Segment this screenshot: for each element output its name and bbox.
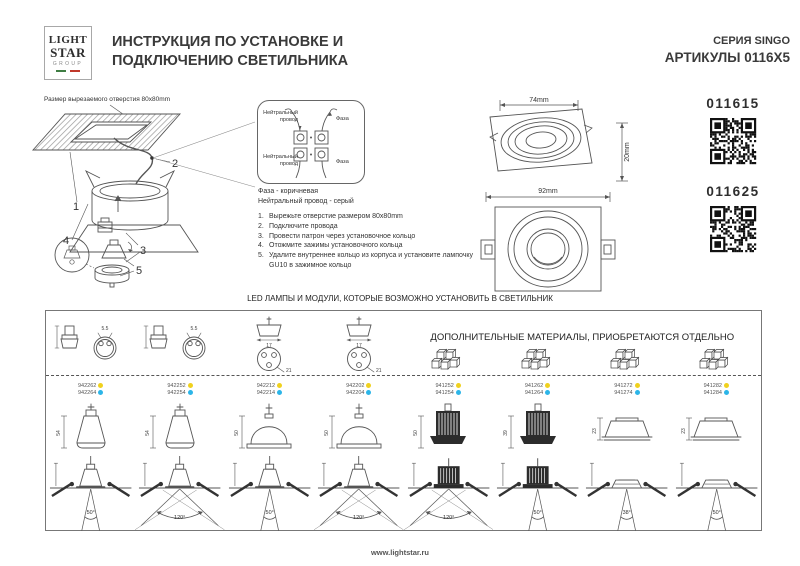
lamp-profile-view — [314, 401, 403, 457]
part-code: 941264 — [524, 389, 544, 396]
part-code-row — [78, 390, 103, 396]
part-code: 941272 — [614, 382, 633, 389]
step-number: 3. — [258, 232, 264, 240]
installed-section-drawing — [404, 456, 493, 532]
svg-text:50°: 50° — [265, 509, 274, 516]
cool-color-dot — [366, 390, 371, 395]
led-column-5 — [404, 311, 493, 530]
lamp-top-view — [404, 345, 493, 373]
step-text: Вырежьте отверстие размером 80x80mm — [269, 213, 403, 220]
lamp-top-view — [46, 315, 135, 373]
extra-materials-title: ДОПОЛНИТЕЛЬНЫЕ МАТЕРИАЛЫ, ПРИОБРЕТАЮТСЯ ОТДЕЛЬНО — [430, 332, 735, 343]
lightstar-logo — [44, 26, 92, 80]
series-label: СЕРИЯ SINGO — [713, 35, 790, 47]
warm-color-dot — [277, 383, 282, 388]
part-code-row — [704, 383, 729, 389]
led-column-1 — [46, 311, 135, 530]
cool-color-dot — [188, 390, 193, 395]
qr-code-image-2 — [708, 204, 758, 259]
part-codes — [135, 378, 224, 400]
marker-5: 5 — [136, 265, 143, 277]
part-code: 941274 — [614, 389, 633, 396]
installed-view — [225, 456, 314, 532]
part-code-row — [614, 390, 639, 396]
installed-section-drawing — [672, 456, 761, 532]
part-code: 942264 — [78, 389, 97, 396]
part-code-row — [167, 383, 192, 389]
installed-section-drawing — [46, 456, 135, 532]
lamp-profile-view — [46, 401, 135, 457]
part-code-row — [167, 390, 192, 396]
installed-view — [135, 456, 224, 532]
part-code-row — [614, 383, 639, 389]
part-code-row — [704, 390, 729, 396]
svg-text:54: 54 — [55, 430, 62, 436]
website-url: www.lightstar.ru — [370, 548, 430, 557]
part-codes — [314, 378, 403, 400]
installed-view — [314, 456, 403, 532]
logo-line3: GROUP — [52, 60, 84, 67]
svg-text:120°: 120° — [174, 514, 186, 521]
step-text: Провести патрон через установочное кольцо — [269, 232, 416, 240]
wiring-detail-box — [257, 100, 365, 184]
instruction-step — [258, 232, 478, 242]
installed-view — [404, 456, 493, 532]
installed-section-drawing — [135, 456, 224, 532]
led-compatibility-box — [45, 310, 762, 531]
pin-lamp-icon — [227, 315, 311, 373]
part-code: 941254 — [435, 389, 454, 396]
part-codes — [225, 378, 314, 400]
mr16-lamp-drawing — [49, 402, 133, 456]
led-module-pack-icon — [688, 345, 744, 373]
dashed-separator — [46, 375, 761, 376]
svg-text:54: 54 — [145, 430, 152, 436]
lamp-profile-view — [225, 401, 314, 457]
article-block-1 — [698, 96, 768, 171]
led-column-3 — [225, 311, 314, 530]
trim-ring-drawing — [674, 407, 758, 451]
warm-color-dot — [456, 383, 461, 388]
part-code-row — [436, 383, 461, 389]
part-code: 942204 — [346, 389, 365, 396]
qr-code-image-1 — [708, 116, 758, 171]
svg-text:50: 50 — [234, 430, 241, 436]
lamp-top-view — [582, 345, 671, 373]
installed-view — [46, 456, 135, 532]
led-columns — [46, 311, 761, 530]
lamp-top-view — [672, 345, 761, 373]
pin-lamp-icon — [317, 315, 401, 373]
cool-color-dot — [635, 390, 640, 395]
logo-flag-icon — [56, 70, 80, 72]
part-code-row — [346, 390, 371, 396]
article-qr-list — [698, 96, 768, 259]
led-module-pack-icon — [420, 345, 476, 373]
part-code: 942254 — [167, 389, 186, 396]
svg-text:50: 50 — [323, 430, 330, 436]
cool-color-dot — [98, 390, 103, 395]
trim-ring-drawing — [585, 407, 669, 451]
led-column-6 — [493, 311, 582, 530]
mr16-lamp-drawing — [138, 402, 222, 456]
led-section-title: LED ЛАМПЫ И МОДУЛИ, КОТОРЫЕ ВОЗМОЖНО УСТАНОВИТЬ В СВЕТИЛЬНИК — [247, 294, 553, 303]
step-number: 4. — [258, 242, 264, 250]
marker-3: 3 — [140, 245, 147, 257]
warm-color-dot — [724, 383, 729, 388]
flag-red-dash — [70, 70, 80, 72]
step-text: Удалите внутреннее кольцо из корпуса и установите лампочку GU10 в зажимное кольцо — [269, 252, 474, 269]
svg-text:21: 21 — [286, 368, 292, 373]
dimension-drawing — [470, 95, 655, 295]
warm-color-dot — [635, 383, 640, 388]
warm-color-dot — [545, 383, 550, 388]
part-code: 941262 — [524, 382, 544, 389]
led-module-drawing — [406, 402, 490, 456]
part-code-row — [257, 390, 282, 396]
page-title-line2: ПОДКЛЮЧЕНИЮ СВЕТИЛЬНИКА — [112, 53, 349, 69]
warm-color-dot — [366, 383, 371, 388]
flag-green-dash — [56, 70, 66, 72]
step-number: 5. — [258, 252, 264, 260]
page-title — [112, 33, 348, 71]
step-text: Подключите провода — [269, 222, 338, 230]
installed-section-drawing — [225, 456, 314, 532]
part-code: 941252 — [435, 382, 454, 389]
page-title-line1: ИНСТРУКЦИЯ ПО УСТАНОВКЕ И — [112, 34, 344, 50]
svg-text:50°: 50° — [86, 509, 95, 516]
warm-color-dot — [98, 383, 103, 388]
svg-text:23: 23 — [591, 428, 598, 434]
installed-section-drawing — [582, 456, 671, 532]
part-codes — [404, 378, 493, 400]
instruction-step — [258, 222, 478, 232]
lamp-profile-view — [672, 401, 761, 457]
cutout-size-note: Размер вырезаемого отверстия 80x80mm — [44, 96, 171, 103]
lamp-profile-view — [493, 401, 582, 457]
part-codes — [582, 378, 671, 400]
warm-color-dot — [188, 383, 193, 388]
part-codes — [672, 378, 761, 400]
svg-text:50: 50 — [413, 430, 420, 436]
part-codes — [493, 378, 582, 400]
dome-lamp-drawing — [227, 402, 311, 456]
svg-text:38°: 38° — [622, 509, 632, 516]
dome-lamp-drawing — [317, 402, 401, 456]
instruction-step — [258, 241, 478, 251]
article-code-1: 011615 — [706, 96, 760, 111]
lamp-top-view — [493, 345, 582, 373]
part-code: 942212 — [256, 382, 276, 389]
installed-view — [493, 456, 582, 532]
instruction-step — [258, 251, 478, 271]
svg-text:39: 39 — [502, 430, 509, 436]
svg-text:5.5: 5.5 — [190, 326, 198, 332]
article-code-2: 011625 — [706, 184, 760, 200]
svg-text:21: 21 — [375, 368, 382, 373]
part-code: 942252 — [167, 382, 186, 389]
svg-text:17: 17 — [266, 343, 273, 349]
cool-color-dot — [724, 390, 729, 395]
svg-text:120°: 120° — [353, 514, 365, 521]
step-number: 2. — [258, 222, 264, 230]
part-code-row — [436, 390, 461, 396]
instruction-steps — [258, 212, 478, 271]
part-code-row — [525, 390, 550, 396]
gu10-lamp-icon — [138, 317, 222, 371]
step-number: 1. — [258, 213, 264, 220]
led-module-pack-icon — [510, 345, 566, 373]
marker-1: 1 — [73, 201, 80, 213]
lamp-top-view — [225, 315, 314, 373]
label-neutral-top: Нейтральный провод — [263, 110, 298, 123]
logo-line2: STAR — [50, 44, 86, 60]
label-phase-top: Фаза — [336, 116, 349, 122]
dim-74mm: 74mm — [529, 97, 549, 104]
instruction-step — [258, 212, 478, 222]
dim-20mm: 20mm — [624, 142, 631, 162]
lamp-profile-view — [135, 401, 224, 457]
cool-color-dot — [456, 390, 461, 395]
led-module-pack-icon — [599, 345, 655, 373]
svg-text:120°: 120° — [442, 514, 454, 521]
legend-phase: Фаза - коричневая — [258, 188, 319, 195]
svg-text:5.5: 5.5 — [101, 326, 109, 332]
step-text: Отожмите зажимы установочного кольца — [269, 242, 403, 250]
marker-4: 4 — [63, 235, 70, 247]
installed-section-drawing — [314, 456, 403, 532]
part-code-row — [78, 383, 103, 389]
led-module-drawing — [496, 402, 580, 456]
part-code: 942262 — [78, 382, 97, 389]
part-code: 941284 — [703, 389, 722, 396]
wire-color-legend — [258, 187, 354, 206]
led-column-4 — [314, 311, 403, 530]
series-block — [665, 35, 790, 67]
cool-color-dot — [545, 390, 550, 395]
marker-2: 2 — [172, 158, 179, 170]
part-codes — [46, 378, 135, 400]
lamp-top-view — [314, 315, 403, 373]
cool-color-dot — [277, 390, 282, 395]
installed-view — [582, 456, 671, 532]
lamp-top-view — [135, 315, 224, 373]
installed-section-drawing — [493, 456, 582, 532]
label-neutral-bottom: Нейтральный провод — [263, 154, 298, 167]
legend-neutral: Нейтральный провод - серый — [258, 197, 354, 205]
led-column-7 — [582, 311, 671, 530]
articles-label: АРТИКУЛЫ 0116X5 — [664, 50, 790, 65]
part-code-row — [257, 383, 282, 389]
gu10-lamp-icon — [49, 317, 133, 371]
svg-text:50°: 50° — [712, 509, 721, 516]
article-block-2 — [698, 184, 768, 259]
label-phase-bottom: Фаза — [336, 159, 349, 165]
svg-text:50°: 50° — [533, 509, 542, 516]
part-code-row — [525, 383, 550, 389]
part-code: 941282 — [703, 382, 722, 389]
installed-view — [672, 456, 761, 532]
part-code: 942202 — [346, 382, 365, 389]
svg-text:17: 17 — [356, 343, 362, 349]
led-column-2 — [135, 311, 224, 530]
lamp-profile-view — [582, 401, 671, 457]
dim-92mm: 92mm — [538, 188, 558, 195]
led-column-8 — [672, 311, 761, 530]
svg-text:23: 23 — [681, 428, 688, 434]
lamp-profile-view — [404, 401, 493, 457]
part-code-row — [346, 383, 371, 389]
logo-line1: LIGHT — [48, 33, 88, 46]
part-code: 942214 — [256, 389, 276, 396]
